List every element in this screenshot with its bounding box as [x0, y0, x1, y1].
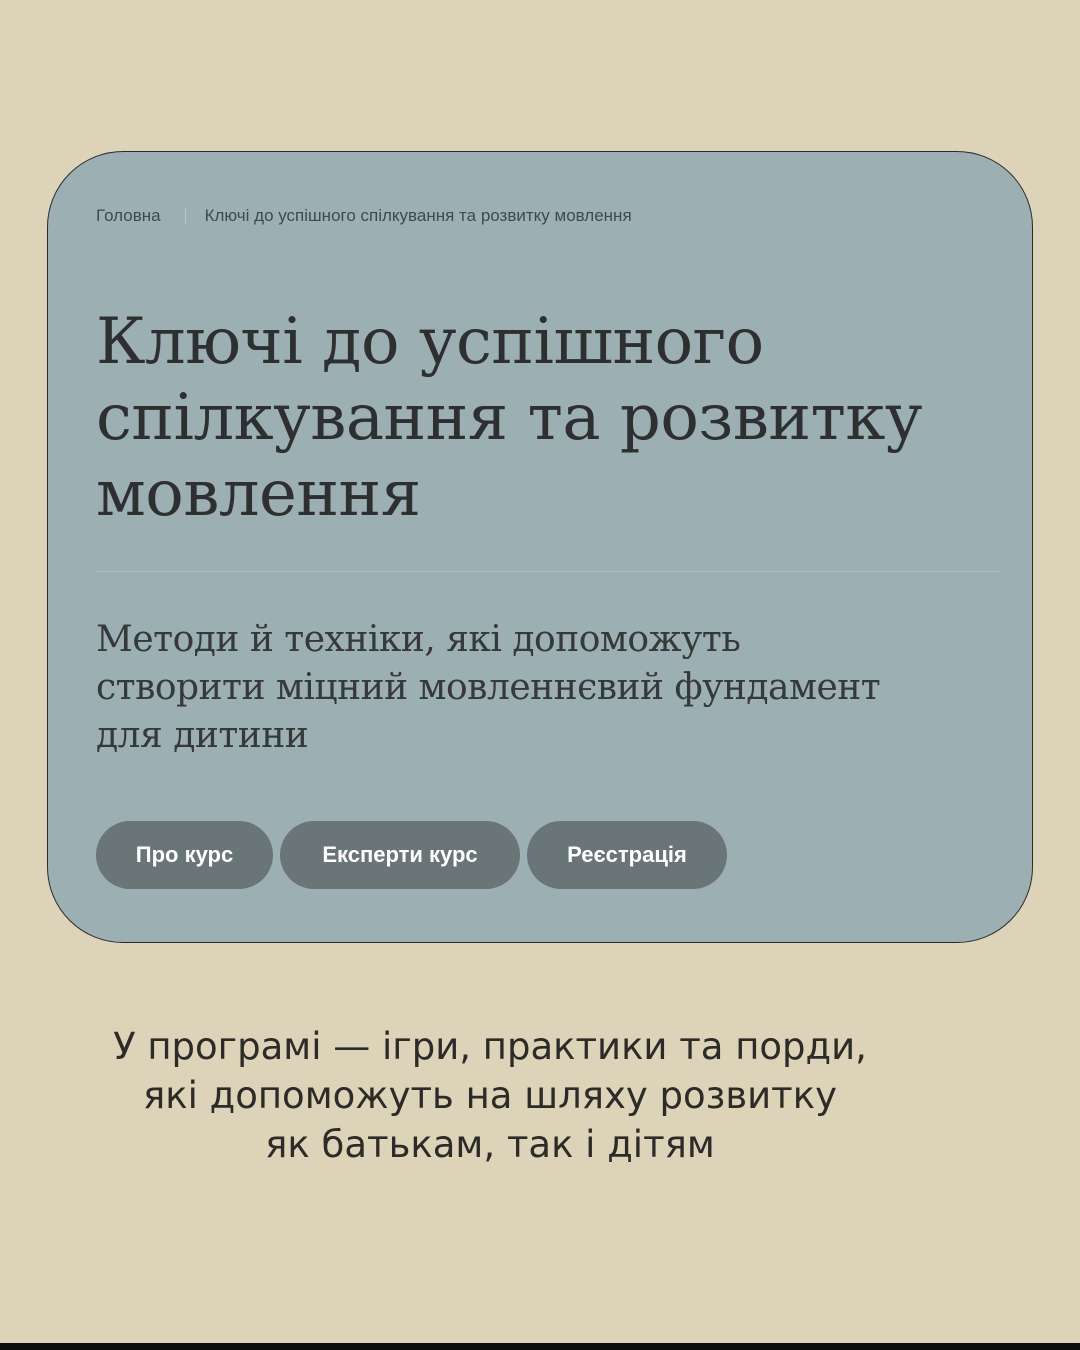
registration-button[interactable]: Реєстрація [527, 821, 727, 889]
course-experts-button[interactable]: Експерти курс [280, 821, 520, 889]
breadcrumb-separator [185, 207, 186, 225]
breadcrumb [96, 206, 632, 226]
caption-line: У програмі — ігри, практики та порди, [113, 1025, 867, 1068]
page-title [96, 304, 996, 532]
subtitle-line: для дитини [96, 715, 309, 756]
subtitle-line: Методи й техніки, які допоможуть [96, 619, 741, 660]
subtitle-line: створити міцний мовленнєвий фундамент [96, 667, 881, 708]
title-line: мовлення [96, 457, 421, 531]
breadcrumb-home-link[interactable]: Головна [96, 206, 161, 225]
title-line: спілкування та розвитку [96, 381, 923, 455]
caption-line: як батькам, так і дітям [265, 1123, 715, 1166]
title-line: Ключі до успішного [96, 305, 764, 379]
caption-line: які допоможуть на шляху розвитку [143, 1074, 837, 1117]
section-nav-buttons [96, 821, 734, 889]
bottom-edge-bar [0, 1343, 1080, 1350]
breadcrumb-current-page: Ключі до успішного спілкування та розвитку мовлення [204, 206, 632, 225]
title-divider [96, 571, 1000, 572]
program-caption [0, 1022, 980, 1169]
page-subtitle [96, 616, 996, 760]
course-hero-card [47, 151, 1033, 943]
about-course-button[interactable]: Про курс [96, 821, 273, 889]
